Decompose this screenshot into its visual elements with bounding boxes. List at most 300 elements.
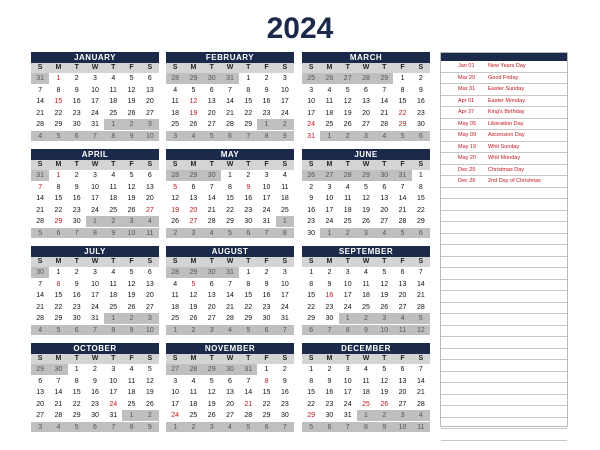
day-cell: 22 — [49, 108, 67, 120]
day-grid — [31, 73, 159, 142]
day-cell: 6 — [203, 85, 221, 97]
day-cell: 11 — [320, 96, 338, 108]
month-august — [166, 246, 294, 336]
weekday-label: M — [326, 161, 333, 168]
day-cell-other-month: 3 — [357, 228, 375, 240]
day-cell: 20 — [375, 205, 393, 217]
day-cell: 14 — [375, 96, 393, 108]
day-cell: 20 — [357, 108, 375, 120]
day-cell-other-month: 10 — [141, 131, 159, 143]
day-cell-other-month: 5 — [49, 325, 67, 337]
day-cell: 12 — [203, 387, 221, 399]
day-cell: 11 — [166, 96, 184, 108]
weekday-label: W — [362, 258, 370, 265]
weekday-label: S — [418, 64, 424, 71]
day-cell-other-month: 1 — [104, 119, 122, 131]
weekday-label: S — [418, 355, 424, 362]
day-cell: 7 — [31, 85, 49, 97]
day-cell-other-month: 4 — [393, 313, 411, 325]
day-cell: 11 — [357, 279, 375, 291]
day-cell-other-month: 29 — [203, 364, 221, 376]
weekday-label: W — [226, 64, 234, 71]
weekday-label: S — [172, 355, 178, 362]
day-cell: 20 — [203, 108, 221, 120]
day-cell: 4 — [166, 279, 184, 291]
weekday-label: T — [209, 64, 214, 71]
day-cell: 14 — [31, 290, 49, 302]
note-line — [441, 360, 567, 372]
day-cell: 25 — [104, 108, 122, 120]
weekday-label: S — [37, 64, 43, 71]
day-cell: 5 — [122, 73, 140, 85]
holiday-panel-header — [441, 53, 567, 61]
day-cell: 26 — [122, 302, 140, 314]
weekday-label: W — [362, 161, 370, 168]
holiday-name: King's Birthday — [488, 109, 525, 115]
day-cell: 23 — [239, 205, 257, 217]
day-cell: 28 — [393, 216, 411, 228]
day-cell: 31 — [257, 216, 275, 228]
day-cell: 27 — [393, 302, 411, 314]
weekday-label: S — [282, 161, 288, 168]
day-cell: 7 — [412, 267, 430, 279]
holiday-name: Liberation Day — [488, 120, 524, 127]
day-cell: 25 — [166, 119, 184, 131]
day-cell: 23 — [257, 108, 275, 120]
day-cell-other-month: 28 — [357, 73, 375, 85]
day-cell-other-month: 3 — [203, 325, 221, 337]
weekday-label: F — [264, 64, 269, 71]
day-cell-other-month: 6 — [412, 228, 430, 240]
day-cell-other-month: 7 — [86, 325, 104, 337]
day-cell: 26 — [166, 216, 184, 228]
weekday-header — [31, 160, 159, 170]
note-line — [441, 222, 567, 234]
day-cell: 4 — [104, 170, 122, 182]
weekday-label: F — [264, 355, 269, 362]
day-cell: 19 — [184, 108, 202, 120]
day-cell: 3 — [339, 267, 357, 279]
day-cell: 21 — [412, 387, 430, 399]
day-cell-other-month: 3 — [203, 422, 221, 434]
note-line — [441, 337, 567, 349]
day-cell-other-month: 29 — [184, 170, 202, 182]
day-cell: 19 — [375, 387, 393, 399]
day-cell-other-month: 8 — [104, 131, 122, 143]
day-cell: 8 — [302, 279, 320, 291]
day-cell: 9 — [302, 193, 320, 205]
day-cell: 19 — [122, 96, 140, 108]
day-cell: 13 — [141, 85, 159, 97]
day-cell: 15 — [302, 290, 320, 302]
holiday-row — [441, 73, 567, 85]
day-cell: 5 — [339, 85, 357, 97]
day-cell: 4 — [276, 170, 294, 182]
day-cell-other-month: 9 — [122, 131, 140, 143]
day-cell-other-month: 12 — [412, 325, 430, 337]
day-cell: 16 — [412, 96, 430, 108]
day-cell: 18 — [357, 387, 375, 399]
day-cell: 2 — [412, 73, 430, 85]
day-cell-other-month: 31 — [31, 73, 49, 85]
day-cell-other-month: 29 — [375, 73, 393, 85]
day-cell: 15 — [49, 96, 67, 108]
day-cell: 27 — [221, 410, 239, 422]
day-cell: 25 — [122, 399, 140, 411]
month-january — [31, 52, 159, 142]
day-cell: 2 — [276, 364, 294, 376]
day-cell: 23 — [68, 302, 86, 314]
day-cell-other-month: 9 — [104, 228, 122, 240]
weekday-label: W — [362, 64, 370, 71]
holiday-row — [441, 130, 567, 142]
note-line — [441, 429, 567, 441]
day-cell: 9 — [276, 376, 294, 388]
day-cell-other-month: 9 — [141, 422, 159, 434]
day-cell: 18 — [357, 290, 375, 302]
note-line — [441, 372, 567, 384]
day-cell: 2 — [68, 170, 86, 182]
day-cell-other-month: 6 — [239, 228, 257, 240]
day-cell: 18 — [339, 205, 357, 217]
holiday-name: 2nd Day of Christmas — [488, 178, 541, 184]
day-cell: 6 — [357, 85, 375, 97]
weekday-label: T — [246, 161, 251, 168]
day-cell-other-month: 1 — [339, 313, 357, 325]
day-cell-other-month: 10 — [141, 325, 159, 337]
day-cell: 24 — [320, 216, 338, 228]
day-cell: 7 — [31, 279, 49, 291]
day-cell-other-month: 3 — [141, 119, 159, 131]
day-cell: 2 — [320, 267, 338, 279]
day-cell: 4 — [166, 85, 184, 97]
month-title: FEBRUARY — [166, 52, 294, 63]
weekday-label: F — [400, 258, 405, 265]
day-cell: 8 — [68, 376, 86, 388]
month-july — [31, 246, 159, 336]
holiday-row — [441, 153, 567, 165]
day-cell: 26 — [184, 119, 202, 131]
weekday-label: T — [345, 161, 350, 168]
weekday-label: T — [382, 161, 387, 168]
day-cell-other-month: 4 — [375, 131, 393, 143]
day-cell-other-month: 8 — [276, 228, 294, 240]
day-cell: 26 — [203, 410, 221, 422]
month-february — [166, 52, 294, 142]
day-cell: 24 — [302, 119, 320, 131]
day-cell-other-month: 5 — [393, 131, 411, 143]
day-cell: 17 — [302, 108, 320, 120]
day-cell: 16 — [320, 387, 338, 399]
day-cell: 25 — [184, 410, 202, 422]
day-cell-other-month: 30 — [221, 364, 239, 376]
day-cell: 16 — [302, 205, 320, 217]
weekday-label: S — [147, 161, 153, 168]
day-cell: 3 — [302, 85, 320, 97]
day-cell: 29 — [302, 410, 320, 422]
day-cell-other-month: 28 — [166, 170, 184, 182]
day-grid — [166, 170, 294, 239]
day-cell: 20 — [184, 205, 202, 217]
day-cell: 26 — [375, 399, 393, 411]
day-cell: 18 — [166, 108, 184, 120]
day-cell: 5 — [184, 279, 202, 291]
day-cell: 16 — [86, 387, 104, 399]
day-cell: 6 — [221, 376, 239, 388]
day-cell: 14 — [221, 96, 239, 108]
day-cell: 23 — [320, 302, 338, 314]
weekday-label: S — [147, 64, 153, 71]
day-cell: 18 — [104, 193, 122, 205]
day-cell-other-month: 27 — [166, 364, 184, 376]
day-cell: 7 — [239, 376, 257, 388]
day-cell: 27 — [375, 216, 393, 228]
holiday-row — [441, 96, 567, 108]
day-cell: 18 — [276, 193, 294, 205]
day-cell: 2 — [302, 182, 320, 194]
weekday-header — [302, 160, 430, 170]
weekday-label: S — [418, 258, 424, 265]
day-cell: 14 — [49, 387, 67, 399]
day-cell: 25 — [320, 119, 338, 131]
day-cell: 3 — [276, 73, 294, 85]
day-cell: 14 — [393, 193, 411, 205]
day-cell-other-month: 5 — [31, 228, 49, 240]
weekday-label: W — [226, 355, 234, 362]
day-cell: 2 — [239, 170, 257, 182]
day-cell: 9 — [239, 182, 257, 194]
day-cell-other-month: 8 — [357, 422, 375, 434]
day-cell: 23 — [68, 108, 86, 120]
day-cell: 17 — [104, 387, 122, 399]
day-cell-other-month: 1 — [166, 422, 184, 434]
day-cell-other-month: 5 — [221, 228, 239, 240]
weekday-label: W — [91, 355, 99, 362]
day-cell: 22 — [221, 205, 239, 217]
day-cell: 15 — [393, 96, 411, 108]
day-cell: 26 — [184, 313, 202, 325]
weekday-header — [166, 160, 294, 170]
weekday-label: F — [129, 355, 134, 362]
day-cell: 16 — [68, 193, 86, 205]
day-cell-other-month: 1 — [357, 410, 375, 422]
day-grid — [31, 170, 159, 239]
day-cell-other-month: 2 — [122, 313, 140, 325]
day-cell-other-month: 29 — [184, 267, 202, 279]
day-cell: 13 — [203, 290, 221, 302]
note-line — [441, 406, 567, 418]
day-cell: 9 — [257, 85, 275, 97]
day-cell: 20 — [31, 399, 49, 411]
day-cell: 3 — [86, 267, 104, 279]
day-cell: 2 — [320, 364, 338, 376]
day-cell: 11 — [357, 376, 375, 388]
month-title: JUNE — [302, 149, 430, 160]
day-cell: 10 — [276, 85, 294, 97]
day-cell: 1 — [412, 170, 430, 182]
note-line — [441, 199, 567, 211]
weekday-label: T — [246, 64, 251, 71]
day-cell: 10 — [339, 376, 357, 388]
weekday-label: S — [282, 355, 288, 362]
weekday-header — [31, 63, 159, 73]
note-line — [441, 188, 567, 200]
day-cell: 28 — [49, 410, 67, 422]
day-cell: 3 — [86, 170, 104, 182]
day-cell-other-month: 10 — [393, 422, 411, 434]
day-cell: 18 — [320, 108, 338, 120]
day-cell: 28 — [412, 399, 430, 411]
day-cell: 31 — [86, 119, 104, 131]
day-cell: 24 — [86, 108, 104, 120]
day-cell-other-month: 9 — [375, 422, 393, 434]
day-cell: 17 — [257, 193, 275, 205]
weekday-label: F — [264, 258, 269, 265]
day-cell: 4 — [320, 85, 338, 97]
day-cell: 11 — [339, 193, 357, 205]
day-cell: 1 — [257, 364, 275, 376]
day-cell: 19 — [203, 399, 221, 411]
day-cell-other-month: 30 — [203, 170, 221, 182]
note-line — [441, 395, 567, 407]
note-line — [441, 245, 567, 257]
day-cell: 8 — [239, 279, 257, 291]
day-cell-other-month: 7 — [276, 422, 294, 434]
month-title: SEPTEMBER — [302, 246, 430, 257]
weekday-label: F — [400, 64, 405, 71]
day-cell-other-month: 31 — [221, 267, 239, 279]
weekday-label: S — [172, 161, 178, 168]
day-cell: 22 — [49, 205, 67, 217]
day-cell: 24 — [339, 302, 357, 314]
day-cell: 1 — [49, 170, 67, 182]
day-cell: 18 — [184, 399, 202, 411]
day-cell: 6 — [393, 364, 411, 376]
weekday-label: M — [190, 258, 197, 265]
holiday-date: May 09 — [458, 132, 477, 138]
day-cell: 20 — [141, 193, 159, 205]
day-cell: 3 — [257, 170, 275, 182]
holiday-date: Dec 26 — [458, 178, 476, 184]
day-cell: 3 — [104, 364, 122, 376]
day-cell: 10 — [257, 182, 275, 194]
day-cell-other-month: 1 — [104, 313, 122, 325]
weekday-label: T — [209, 258, 214, 265]
weekday-label: T — [111, 355, 116, 362]
holiday-row — [441, 176, 567, 188]
day-cell: 15 — [412, 193, 430, 205]
month-september — [302, 246, 430, 336]
day-cell: 17 — [339, 290, 357, 302]
day-cell: 25 — [357, 399, 375, 411]
day-cell: 9 — [257, 279, 275, 291]
day-cell: 4 — [339, 182, 357, 194]
holiday-date: May 05 — [458, 120, 477, 127]
day-cell-other-month: 6 — [412, 131, 430, 143]
day-cell: 8 — [257, 376, 275, 388]
day-cell: 14 — [221, 290, 239, 302]
day-cell: 6 — [184, 182, 202, 194]
holiday-name: Easter Monday — [488, 97, 525, 104]
day-cell: 29 — [257, 410, 275, 422]
day-cell: 27 — [393, 399, 411, 411]
day-cell: 8 — [221, 182, 239, 194]
weekday-label: M — [326, 258, 333, 265]
weekday-label: S — [282, 64, 288, 71]
day-cell-other-month: 1 — [257, 119, 275, 131]
day-cell: 30 — [320, 313, 338, 325]
day-cell: 12 — [122, 182, 140, 194]
day-cell: 8 — [393, 85, 411, 97]
day-cell-other-month: 28 — [184, 364, 202, 376]
day-cell: 11 — [276, 182, 294, 194]
day-cell: 18 — [104, 96, 122, 108]
day-cell: 13 — [357, 96, 375, 108]
day-cell: 8 — [239, 85, 257, 97]
day-cell: 21 — [49, 399, 67, 411]
year-title: 2024 — [266, 12, 334, 45]
day-cell-other-month: 29 — [357, 170, 375, 182]
month-november — [166, 343, 294, 433]
day-cell: 11 — [104, 85, 122, 97]
day-cell: 8 — [412, 182, 430, 194]
day-cell: 28 — [221, 313, 239, 325]
day-cell: 20 — [393, 290, 411, 302]
day-cell-other-month: 1 — [320, 131, 338, 143]
weekday-label: T — [74, 355, 79, 362]
day-cell-other-month: 4 — [184, 131, 202, 143]
day-cell-other-month: 7 — [257, 228, 275, 240]
weekday-label: F — [129, 161, 134, 168]
weekday-label: W — [362, 355, 370, 362]
day-cell-other-month: 31 — [221, 73, 239, 85]
day-cell: 16 — [68, 290, 86, 302]
day-cell: 21 — [31, 108, 49, 120]
day-cell: 12 — [141, 376, 159, 388]
day-cell: 1 — [302, 267, 320, 279]
day-cell: 27 — [203, 119, 221, 131]
weekday-label: T — [382, 258, 387, 265]
day-cell: 31 — [276, 313, 294, 325]
holiday-date: Dec 25 — [458, 166, 476, 173]
day-cell: 16 — [239, 193, 257, 205]
day-cell: 16 — [257, 290, 275, 302]
day-cell-other-month: 2 — [184, 325, 202, 337]
day-cell: 14 — [203, 193, 221, 205]
day-cell: 4 — [357, 364, 375, 376]
day-grid — [166, 267, 294, 336]
holiday-date: May 19 — [458, 143, 477, 150]
day-cell: 28 — [375, 119, 393, 131]
day-cell: 28 — [203, 216, 221, 228]
day-cell: 5 — [166, 182, 184, 194]
day-cell-other-month: 26 — [320, 73, 338, 85]
day-cell: 24 — [276, 302, 294, 314]
day-cell: 16 — [276, 387, 294, 399]
day-cell-other-month: 27 — [339, 73, 357, 85]
day-cell: 7 — [203, 182, 221, 194]
weekday-header — [31, 354, 159, 364]
holiday-name: Whit Sunday — [488, 143, 520, 150]
day-cell: 18 — [166, 302, 184, 314]
weekday-header — [302, 63, 430, 73]
day-cell-other-month: 8 — [122, 422, 140, 434]
day-cell: 10 — [104, 376, 122, 388]
holiday-name: New Years Day — [488, 63, 526, 69]
holiday-date: Apr 27 — [458, 109, 475, 115]
day-cell-other-month: 4 — [141, 216, 159, 228]
month-title: JANUARY — [31, 52, 159, 63]
